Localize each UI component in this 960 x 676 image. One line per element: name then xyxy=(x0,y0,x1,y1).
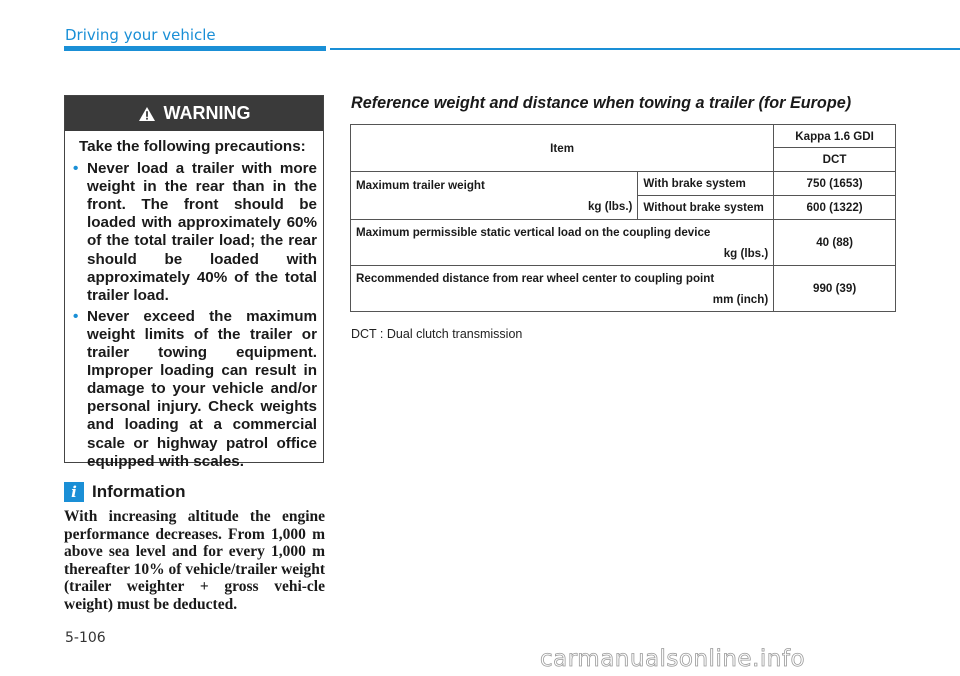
vertical-load-label: Maximum permissible static vertical load on the coupling device xyxy=(356,225,711,239)
max-trailer-label-cell xyxy=(351,172,638,220)
bullet-icon: • xyxy=(73,307,79,325)
information-text: With increasing altitude the engine performance decreases. From 1,000 m above sea level and for every 1,000 m thereafter 10% of vehicle/trailer weight (trailer weighter + gross vehi-cle weight) must be deducted. xyxy=(64,508,325,613)
warning-list xyxy=(73,160,317,471)
table-title: Reference weight and distance when towing a trailer (for Europe) xyxy=(351,94,852,112)
bullet-icon: • xyxy=(73,160,79,178)
max-trailer-unit: kg (lbs.) xyxy=(587,199,633,213)
warning-box xyxy=(64,95,324,470)
header-rule-thick xyxy=(64,46,326,51)
with-brake-label: With brake system xyxy=(638,172,774,196)
info-icon: i xyxy=(64,482,84,502)
distance-label-cell xyxy=(351,266,774,312)
towing-spec-table xyxy=(350,124,896,312)
warning-item: • Never exceed the maximum weight limits of the trailer or trailer towing equipment. Improper loading can result in damage to your vehicle and/or personal injury. Check weights and loading at a commercial scale or highway patrol office equipped with scales. xyxy=(73,307,317,470)
warning-body xyxy=(65,131,323,471)
page-number: 5-106 xyxy=(65,630,106,646)
header-item-cell: Item xyxy=(351,125,774,172)
information-header xyxy=(64,482,186,502)
warning-item: • Never load a trailer with more weight in the rear than in the front. The front should be loaded with approximately 60% of the total trailer load; the rear should be loaded with approximately 40% of the total trailer load. xyxy=(73,160,317,304)
without-brake-label: Without brake system xyxy=(638,196,774,220)
vertical-load-value: 40 (88) xyxy=(774,220,896,266)
with-brake-value: 750 (1653) xyxy=(774,172,896,196)
engine-header-cell: Kappa 1.6 GDI xyxy=(774,125,896,148)
watermark: carmanualsonline.info xyxy=(540,646,806,672)
transmission-header-cell: DCT xyxy=(774,148,896,172)
table-footnote: DCT : Dual clutch transmission xyxy=(351,327,523,341)
vertical-load-unit: kg (lbs.) xyxy=(723,246,769,260)
warning-triangle-icon xyxy=(138,106,156,122)
without-brake-value: 600 (1322) xyxy=(774,196,896,220)
max-trailer-label: Maximum trailer weight xyxy=(356,178,485,192)
header-rule-thin xyxy=(330,48,960,50)
warning-title: WARNING xyxy=(163,103,251,123)
information-title: Information xyxy=(92,482,186,501)
section-title: Driving your vehicle xyxy=(65,26,216,44)
warning-intro: Take the following precautions: xyxy=(79,138,306,155)
distance-value: 990 (39) xyxy=(774,266,896,312)
warning-header xyxy=(65,96,323,131)
distance-unit: mm (inch) xyxy=(712,292,769,306)
vertical-load-label-cell xyxy=(351,220,774,266)
distance-label: Recommended distance from rear wheel center to coupling point xyxy=(356,271,715,285)
